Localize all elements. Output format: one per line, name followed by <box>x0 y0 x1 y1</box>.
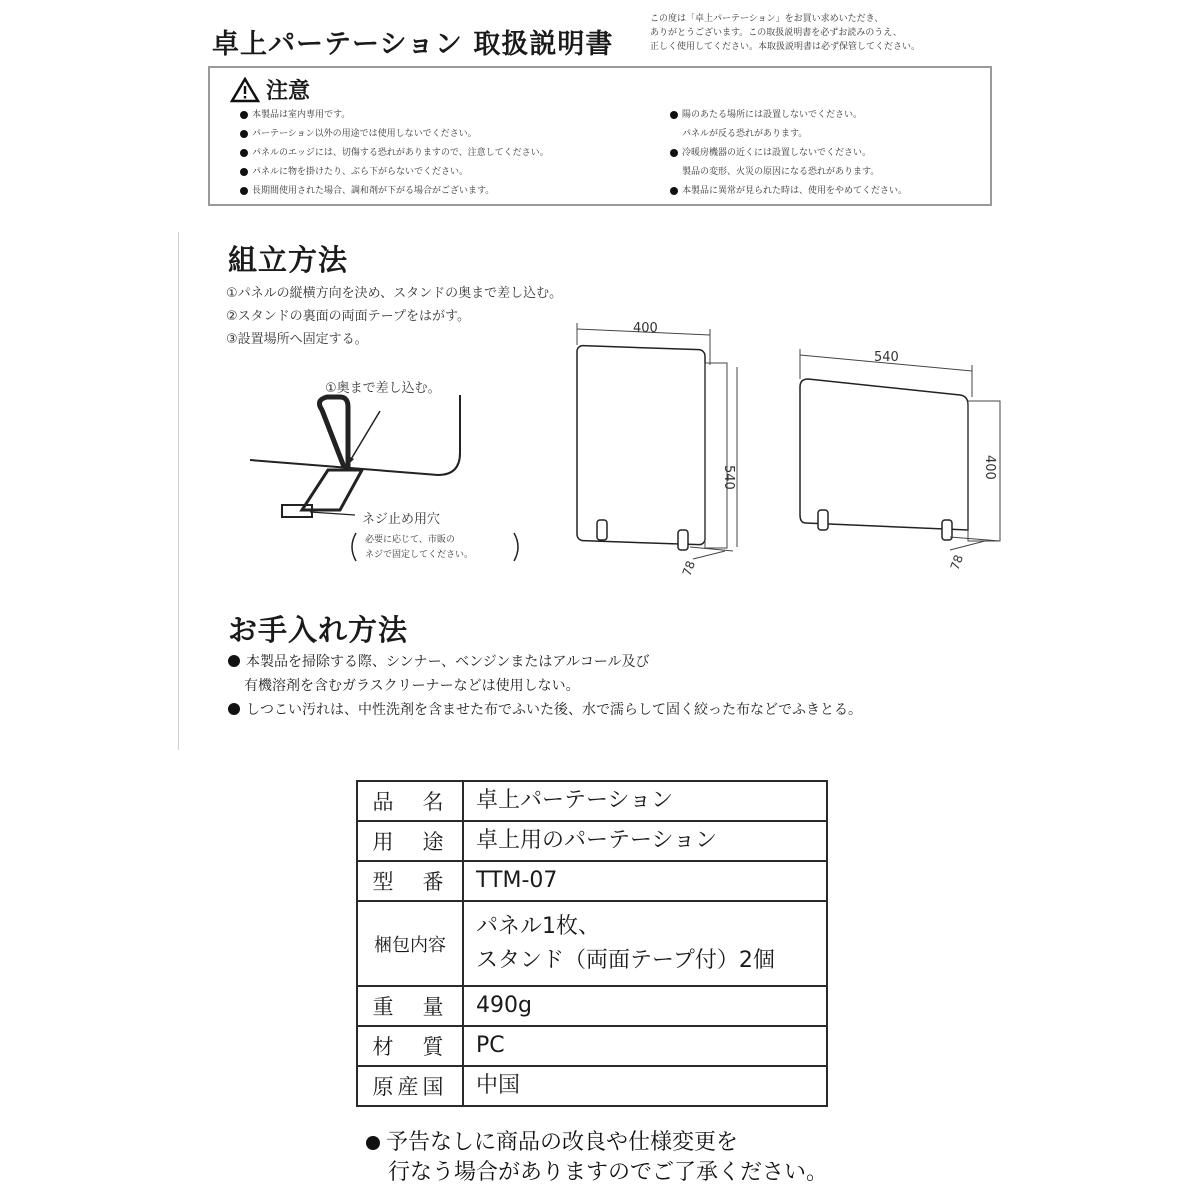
spec-value: 卓上用のパーテーション <box>463 821 827 861</box>
callout-screw: ネジ止め用穴 <box>362 512 441 527</box>
caution-heading <box>230 74 310 105</box>
table-row <box>357 1026 827 1066</box>
dim-height: 540 <box>721 465 736 490</box>
caution-item: 製品の変形、火災の原因になる恐れがあります。 <box>682 167 880 177</box>
caution-item: パーテーション以外の用途では使用しないでください。 <box>240 125 549 144</box>
caution-item: パネルに物を掛けたり、ぶら下がらないでください。 <box>240 163 549 182</box>
assembly-heading: 組立方法 <box>228 243 349 277</box>
spec-value: 卓上パーテーション <box>463 781 827 821</box>
table-row <box>357 781 827 821</box>
stand-foot <box>818 510 828 530</box>
stand-foot <box>678 530 688 550</box>
footer-note-line: 予告なしに商品の改良や仕様変更を <box>366 1128 828 1158</box>
spec-value: PC <box>463 1026 827 1066</box>
table-row <box>357 1066 827 1106</box>
table-row <box>357 861 827 901</box>
spec-table <box>356 780 828 1107</box>
assembly-step: ②スタンドの裏面の両面テープをはがす。 <box>226 309 470 324</box>
footer-note <box>366 1128 828 1188</box>
assembly-step: ①パネルの縦横方向を決め、スタンドの奥まで差し込む。 <box>226 286 563 301</box>
screw-note-line: 必要に応じて、市販の <box>365 535 455 545</box>
margin-rule <box>178 232 179 750</box>
table-row <box>357 901 827 986</box>
footer-note-line: 行なう場合がありますのでご了承ください。 <box>388 1160 829 1185</box>
caution-item: 冷暖房機器の近くには設置しないでください。 <box>670 144 907 163</box>
intro-line: ありがとうございます。この取扱説明書を必ずお読みのうえ、 <box>650 28 902 38</box>
care-item: 本製品を掃除する際、シンナー、ベンジンまたはアルコール及び <box>228 650 862 674</box>
spec-label: 梱包内容 <box>357 901 463 986</box>
caution-heading-text: 注意 <box>266 79 311 104</box>
intro-line: 正しく使用してください。本取扱説明書は必ず保管してください。 <box>650 42 921 52</box>
spec-label: 品 名 <box>357 781 463 821</box>
spec-label: 原産国 <box>357 1066 463 1106</box>
care-item: しつこい汚れは、中性洗剤を含ませた布でふいた後、水で濡らして固く絞った布などでふきとる。 <box>228 698 862 722</box>
spec-label: 用 途 <box>357 821 463 861</box>
dim-width: 400 <box>633 321 658 336</box>
caution-item: パネルのエッジには、切傷する恐れがありますので、注意してください。 <box>240 144 549 163</box>
stand-insertion-diagram <box>230 365 550 580</box>
caution-item: 本製品は室内専用です。 <box>240 106 549 125</box>
spec-value: 中国 <box>463 1066 827 1106</box>
caution-left-list <box>240 106 549 201</box>
caution-item: 本製品に異常が見られた時は、使用をやめてください。 <box>670 182 907 201</box>
caution-item: 長期間使用された場合、調和剤が下がる場合がございます。 <box>240 182 549 201</box>
screw-note-line: ネジで固定してください。 <box>365 550 474 560</box>
care-heading: お手入れ方法 <box>228 613 409 647</box>
intro-line: この度は「卓上パーテーション」をお買い求めいただき、 <box>650 14 884 24</box>
spec-value-line: パネル1枚、 <box>476 913 600 939</box>
panel-landscape <box>800 379 968 530</box>
callout-arrow <box>350 411 380 461</box>
assembly-steps <box>226 282 562 351</box>
landscape-panel-diagram <box>790 345 1015 585</box>
panel-portrait-left <box>577 345 705 544</box>
stand-foot <box>597 520 607 540</box>
caution-item: 陽のあたる場所には設置しないでください。 <box>670 106 907 125</box>
dim-depth: 78 <box>947 552 967 573</box>
spec-value <box>463 901 827 986</box>
spec-value-line: スタンド（両面テープ付）2個 <box>476 947 775 973</box>
dim-depth: 78 <box>679 558 699 579</box>
warning-icon <box>230 77 260 103</box>
spec-value: 490g <box>463 986 827 1026</box>
spec-value: TTM-07 <box>463 861 827 901</box>
panel-outline <box>250 395 460 475</box>
care-instructions <box>228 650 862 722</box>
dim-width: 540 <box>874 350 899 365</box>
spec-label: 型 番 <box>357 861 463 901</box>
caution-right-list <box>670 106 907 201</box>
table-row <box>357 986 827 1026</box>
portrait-panel-diagram <box>565 315 750 585</box>
assembly-step: ③設置場所へ固定する。 <box>226 332 368 347</box>
care-item-continued: 有機溶剤を含むガラスクリーナーなどは使用しない。 <box>244 678 580 694</box>
dim-height: 400 <box>982 455 997 480</box>
spec-label: 材 質 <box>357 1026 463 1066</box>
stand-outline <box>319 397 348 467</box>
table-row <box>357 821 827 861</box>
panel-portrait-edge <box>705 363 727 548</box>
spec-label: 重 量 <box>357 986 463 1026</box>
callout-insert: ①奥まで差し込む。 <box>325 381 441 396</box>
document-title: 卓上パーテーション 取扱説明書 <box>212 29 614 60</box>
intro-text <box>650 12 950 54</box>
caution-item: パネルが反る恐れがあります。 <box>682 129 808 139</box>
